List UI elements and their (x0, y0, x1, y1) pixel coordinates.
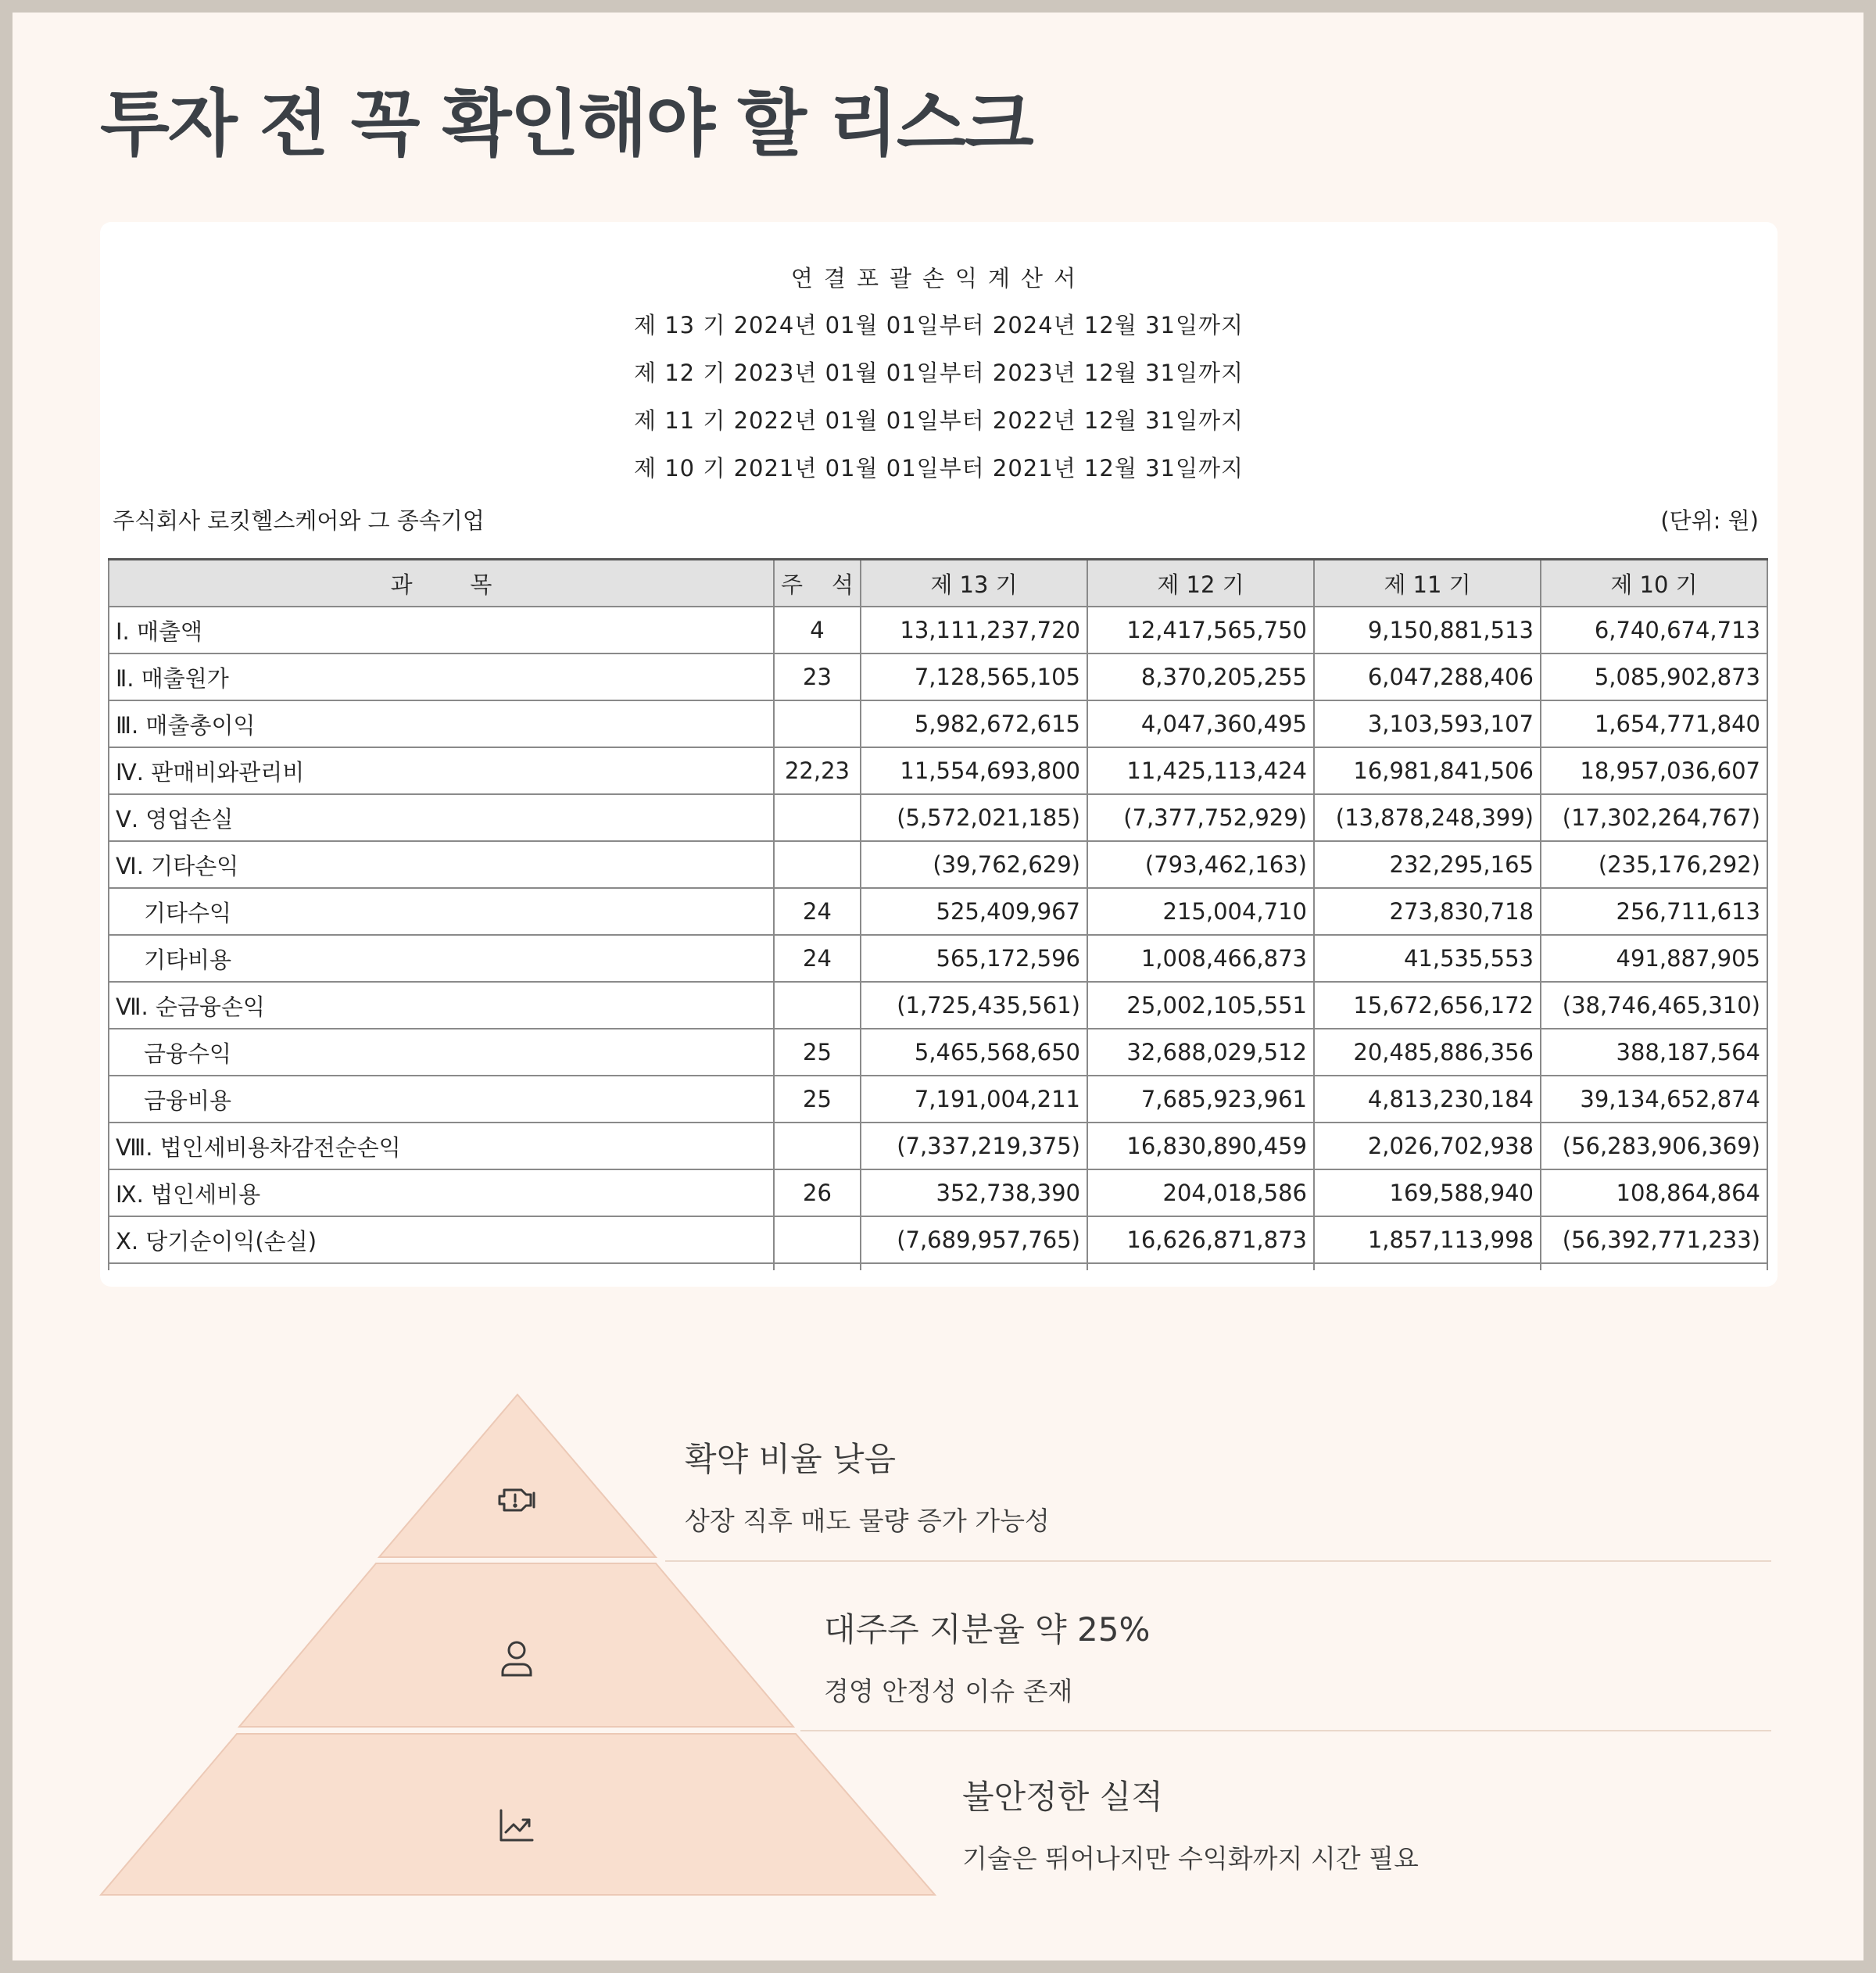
row-value-13: 5,465,568,650 (861, 1029, 1087, 1076)
row-note: 24 (774, 935, 861, 982)
risk-description: 기술은 뛰어나지만 수익화까지 시간 필요 (962, 1843, 1419, 1874)
engine-warning-icon (493, 1474, 540, 1521)
row-item-label: 기타수익 (109, 888, 774, 935)
company-name: 주식회사 로킷헬스케어와 그 종속기업 (113, 507, 485, 534)
row-item-label: Ⅷ. 법인세비용차감전순손익 (109, 1123, 774, 1169)
row-value-12: 204,018,586 (1087, 1169, 1314, 1216)
row-value-12: 25,002,105,551 (1087, 982, 1314, 1029)
row-value-11: 169,588,940 (1314, 1169, 1541, 1216)
risk-description: 상장 직후 매도 물량 증가 가능성 (685, 1506, 1050, 1536)
row-item-label: Ⅶ. 순금융손익 (109, 982, 774, 1029)
risk-heading: 대주주 지분율 약 25% (824, 1610, 1151, 1649)
row-value-12: 1,008,466,873 (1087, 935, 1314, 982)
row-value-13: (1,725,435,561) (861, 982, 1087, 1029)
row-item-label: 금융수익 (109, 1029, 774, 1076)
row-note: 22,23 (774, 747, 861, 794)
row-value-10: 18,957,036,607 (1541, 747, 1767, 794)
tier-separator (665, 1560, 1771, 1562)
row-value-13: (7,337,219,375) (861, 1123, 1087, 1169)
row-note: 23 (774, 653, 861, 700)
row-value-10: (235,176,292) (1541, 841, 1767, 888)
row-value-12: 16,830,890,459 (1087, 1123, 1314, 1169)
column-header: 제 12 기 (1087, 560, 1314, 607)
row-value-10: 491,887,905 (1541, 935, 1767, 982)
row-value-13: (5,572,021,185) (861, 794, 1087, 841)
period-line: 제 13 기 2024년 01월 01일부터 2024년 12월 31일까지 (633, 312, 1244, 338)
row-value-11: 4,813,230,184 (1314, 1076, 1541, 1123)
row-value-13: 525,409,967 (861, 888, 1087, 935)
row-value-10: (38,746,465,310) (1541, 982, 1767, 1029)
user-icon (493, 1635, 540, 1681)
row-note: 26 (774, 1169, 861, 1216)
row-value-11: 3,103,593,107 (1314, 700, 1541, 747)
row-item-label: 금융비용 (109, 1076, 774, 1123)
row-value-11: 9,150,881,513 (1314, 607, 1541, 653)
row-value-10: 5,085,902,873 (1541, 653, 1767, 700)
row-value-12: (793,462,163) (1087, 841, 1314, 888)
row-value-10: 39,134,652,874 (1541, 1076, 1767, 1123)
row-note: 25 (774, 1029, 861, 1076)
risk-heading: 불안정한 실적 (962, 1778, 1163, 1816)
row-item-label: Ⅹ. 당기순이익(손실) (109, 1216, 774, 1263)
row-value-10: 1,654,771,840 (1541, 700, 1767, 747)
row-value-11: 20,485,886,356 (1314, 1029, 1541, 1076)
column-header: 제 11 기 (1314, 560, 1541, 607)
row-value-13: 5,982,672,615 (861, 700, 1087, 747)
row-value-12: 4,047,360,495 (1087, 700, 1314, 747)
row-value-13: 13,111,237,720 (861, 607, 1087, 653)
row-value-13: 7,191,004,211 (861, 1076, 1087, 1123)
row-value-11: 273,830,718 (1314, 888, 1541, 935)
column-header: 과 목 (109, 560, 774, 607)
row-value-12: 12,417,565,750 (1087, 607, 1314, 653)
row-item-label: Ⅵ. 기타손익 (109, 841, 774, 888)
row-item-label: Ⅲ. 매출총이익 (109, 700, 774, 747)
row-value-10: 108,864,864 (1541, 1169, 1767, 1216)
period-line: 제 11 기 2022년 01월 01일부터 2022년 12월 31일까지 (633, 407, 1244, 434)
risk-pyramid (13, 13, 1863, 1960)
slide (13, 13, 1863, 1960)
row-value-10: 6,740,674,713 (1541, 607, 1767, 653)
row-value-12: 215,004,710 (1087, 888, 1314, 935)
row-value-12: 11,425,113,424 (1087, 747, 1314, 794)
row-value-11: (13,878,248,399) (1314, 794, 1541, 841)
row-value-11: 2,026,702,938 (1314, 1123, 1541, 1169)
row-item-label: Ⅸ. 법인세비용 (109, 1169, 774, 1216)
row-value-11: 16,981,841,506 (1314, 747, 1541, 794)
column-header: 제 13 기 (861, 560, 1087, 607)
row-value-10: (56,283,906,369) (1541, 1123, 1767, 1169)
row-item-label: Ⅴ. 영업손실 (109, 794, 774, 841)
row-item-label: Ⅱ. 매출원가 (109, 653, 774, 700)
trend-chart-icon (493, 1801, 540, 1848)
period-line: 제 12 기 2023년 01월 01일부터 2023년 12월 31일까지 (633, 360, 1244, 386)
row-value-10: (56,392,771,233) (1541, 1216, 1767, 1263)
row-value-13: 565,172,596 (861, 935, 1087, 982)
column-header: 제 10 기 (1541, 560, 1767, 607)
row-item-label: Ⅰ. 매출액 (109, 607, 774, 653)
row-value-10: (17,302,264,767) (1541, 794, 1767, 841)
row-value-11: 15,672,656,172 (1314, 982, 1541, 1029)
row-value-13: 352,738,390 (861, 1169, 1087, 1216)
row-value-12: 16,626,871,873 (1087, 1216, 1314, 1263)
statement-title: 연결포괄손익계산서 (790, 265, 1087, 292)
row-item-label: 기타비용 (109, 935, 774, 982)
row-value-12: 32,688,029,512 (1087, 1029, 1314, 1076)
period-line: 제 10 기 2021년 01월 01일부터 2021년 12월 31일까지 (633, 455, 1244, 482)
row-note: 25 (774, 1076, 861, 1123)
row-value-13: (7,689,957,765) (861, 1216, 1087, 1263)
page-title: 투자 전 꼭 확인해야 할 리스크 (100, 82, 1033, 166)
tier-separator (800, 1730, 1771, 1731)
row-value-12: (7,377,752,929) (1087, 794, 1314, 841)
row-value-10: 256,711,613 (1541, 888, 1767, 935)
row-value-12: 8,370,205,255 (1087, 653, 1314, 700)
column-header: 주 석 (774, 560, 861, 607)
row-value-12: 7,685,923,961 (1087, 1076, 1314, 1123)
row-value-11: 6,047,288,406 (1314, 653, 1541, 700)
row-value-10: 388,187,564 (1541, 1029, 1767, 1076)
row-note: 24 (774, 888, 861, 935)
row-note: 4 (774, 607, 861, 653)
row-value-13: (39,762,629) (861, 841, 1087, 888)
row-value-11: 1,857,113,998 (1314, 1216, 1541, 1263)
row-value-11: 232,295,165 (1314, 841, 1541, 888)
row-item-label: Ⅳ. 판매비와관리비 (109, 747, 774, 794)
row-value-11: 41,535,553 (1314, 935, 1541, 982)
row-value-13: 11,554,693,800 (861, 747, 1087, 794)
risk-heading: 확약 비율 낮음 (685, 1440, 897, 1478)
row-value-13: 7,128,565,105 (861, 653, 1087, 700)
unit-label: (단위: 원) (1660, 507, 1759, 534)
risk-description: 경영 안정성 이슈 존재 (824, 1676, 1073, 1706)
